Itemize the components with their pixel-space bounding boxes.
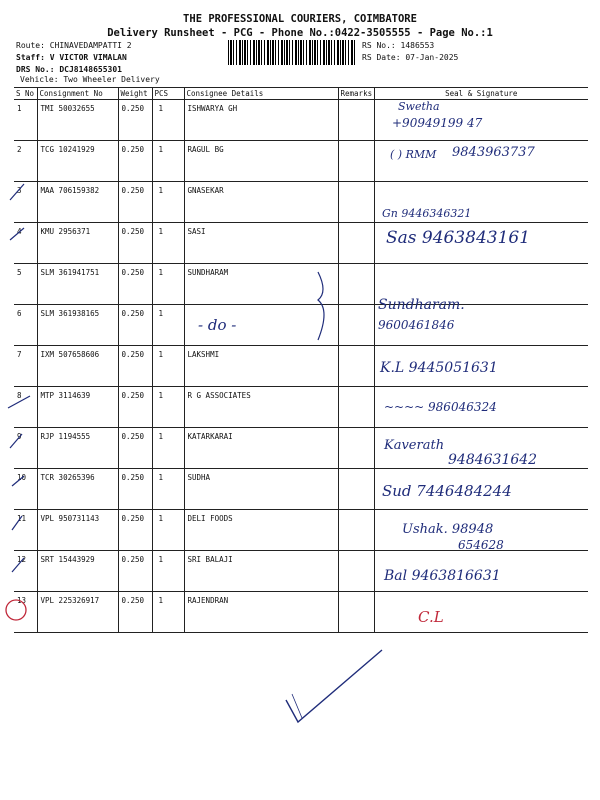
cell-consignee: KATARKARAI — [184, 428, 338, 469]
cell-pcs: 1 — [152, 141, 184, 182]
drs-text: DRS No.: DCJ8148655301 — [16, 65, 122, 74]
cell-cno: SRT 15443929 — [37, 551, 118, 592]
signature-11-phone: 654628 — [458, 538, 504, 552]
cell-weight: 0.250 — [118, 428, 152, 469]
cell-cno: KMU 2956371 — [37, 223, 118, 264]
header-weight: Weight — [118, 88, 152, 100]
cell-sno: 3 — [14, 182, 37, 223]
cell-sno: 10 — [14, 469, 37, 510]
cell-weight: 0.250 — [118, 223, 152, 264]
cell-consignee: RAJENDRAN — [184, 592, 338, 633]
ditto-mark: - do - — [198, 316, 237, 334]
cell-pcs: 1 — [152, 346, 184, 387]
cell-consignee: SUNDHARAM — [184, 264, 338, 305]
cell-weight: 0.250 — [118, 182, 152, 223]
cell-consignee: RAGUL BG — [184, 141, 338, 182]
cell-cno: RJP 1194555 — [37, 428, 118, 469]
cell-pcs: 1 — [152, 305, 184, 346]
signature-2: ( ) RMM — [390, 148, 437, 161]
cell-consignee: SRI BALAJI — [184, 551, 338, 592]
cell-weight: 0.250 — [118, 469, 152, 510]
cell-sno: 5 — [14, 264, 37, 305]
cell-pcs: 1 — [152, 551, 184, 592]
header-pcs: PCS — [152, 88, 184, 100]
cell-cno: SLM 361941751 — [37, 264, 118, 305]
cell-cno: TCG 10241929 — [37, 141, 118, 182]
staff-text: Staff: V VICTOR VIMALAN — [16, 53, 127, 62]
header-consignee: Consignee Details — [184, 88, 338, 100]
signature-3: Gn 9446346321 — [382, 207, 472, 220]
cell-consignee: DELI FOODS — [184, 510, 338, 551]
cell-consignee: R G ASSOCIATES — [184, 387, 338, 428]
rs-date-text: RS Date: 07-Jan-2025 — [362, 53, 459, 62]
cell-pcs: 1 — [152, 100, 184, 141]
tick-row-10 — [12, 476, 24, 486]
signature-12: Bal 9463816631 — [384, 568, 501, 584]
cell-consignee: SASI — [184, 223, 338, 264]
cell-consignee: GNASEKAR — [184, 182, 338, 223]
cell-sno: 2 — [14, 141, 37, 182]
cell-cno: MTP 3114639 — [37, 387, 118, 428]
cell-weight: 0.250 — [118, 510, 152, 551]
cell-weight: 0.250 — [118, 551, 152, 592]
signature-8: ~~~~ 986046324 — [384, 400, 497, 414]
signature-11: Ushak. 98948 — [402, 522, 494, 537]
cell-sno: 6 — [14, 305, 37, 346]
signature-5: Sundharam. — [378, 297, 465, 313]
cell-pcs: 1 — [152, 428, 184, 469]
tick-row-12 — [12, 558, 24, 572]
cell-sno: 13 — [14, 592, 37, 633]
cell-pcs: 1 — [152, 510, 184, 551]
check-mark — [286, 650, 382, 722]
signature-10: Sud 7446484244 — [382, 482, 512, 500]
cell-weight: 0.250 — [118, 346, 152, 387]
cell-sno: 9 — [14, 428, 37, 469]
cell-weight: 0.250 — [118, 592, 152, 633]
cell-sno: 1 — [14, 100, 37, 141]
cell-pcs: 1 — [152, 264, 184, 305]
cell-pcs: 1 — [152, 182, 184, 223]
cell-pcs: 1 — [152, 592, 184, 633]
cell-sno: 4 — [14, 223, 37, 264]
signature-9-phone: 9484631642 — [448, 452, 538, 468]
tick-row-4 — [10, 228, 24, 240]
tick-row-8 — [8, 396, 30, 408]
cell-weight: 0.250 — [118, 141, 152, 182]
cell-cno: VPL 225326917 — [37, 592, 118, 633]
cell-consignee: SUDHA — [184, 469, 338, 510]
company-title: THE PROFESSIONAL COURIERS, COIMBATORE — [183, 13, 417, 25]
cell-weight: 0.250 — [118, 100, 152, 141]
tick-row-3 — [10, 184, 24, 200]
cell-weight: 0.250 — [118, 264, 152, 305]
tick-row-9 — [10, 434, 22, 448]
cell-cno: SLM 361938165 — [37, 305, 118, 346]
cell-sno: 7 — [14, 346, 37, 387]
signature-9: Kaverath — [384, 438, 445, 453]
cell-pcs: 1 — [152, 387, 184, 428]
cell-cno: MAA 706159382 — [37, 182, 118, 223]
cell-pcs: 1 — [152, 469, 184, 510]
cl-mark: C.L — [418, 608, 444, 626]
signature-2-phone: 9843963737 — [452, 145, 535, 160]
brace-stroke — [318, 272, 324, 340]
route-text: Route: CHINAVEDAMPATTI 2 — [16, 41, 132, 50]
cell-sno: 12 — [14, 551, 37, 592]
signature-7: K.L 9445051631 — [380, 360, 498, 376]
signature-4: Sas 9463843161 — [386, 228, 531, 248]
cell-cno: VPL 950731143 — [37, 510, 118, 551]
header-consignment: Consignment No — [37, 88, 118, 100]
circle-row-13 — [6, 600, 26, 620]
cell-weight: 0.250 — [118, 305, 152, 346]
signature-1-phone: +90949199 47 — [392, 116, 483, 130]
cell-cno: IXM 507658606 — [37, 346, 118, 387]
cell-sno: 11 — [14, 510, 37, 551]
cell-cno: TCR 30265396 — [37, 469, 118, 510]
rs-no-text: RS No.: 1486553 — [362, 41, 435, 50]
signature-1: Swetha — [398, 100, 440, 113]
cell-weight: 0.250 — [118, 387, 152, 428]
runsheet-title: Delivery Runsheet - PCG - Phone No.:0422-3505555 - Page No.:1 — [107, 27, 493, 39]
cell-pcs: 1 — [152, 223, 184, 264]
header-signature: Seal & Signature — [374, 88, 588, 100]
header-sno: S No — [14, 88, 37, 100]
cell-consignee: LAKSHMI — [184, 346, 338, 387]
signature-5-phone: 9600461846 — [378, 318, 455, 332]
vehicle-text: Vehicle: Two Wheeler Delivery — [20, 75, 160, 84]
tick-row-11 — [12, 516, 22, 530]
header-remarks: Remarks — [338, 88, 374, 100]
cell-cno: TMI 50032655 — [37, 100, 118, 141]
cell-sno: 8 — [14, 387, 37, 428]
cell-consignee: ISHWARYA GH — [184, 100, 338, 141]
